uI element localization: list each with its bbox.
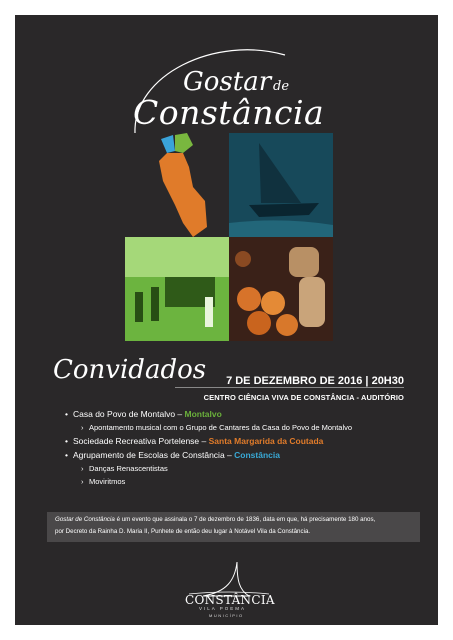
- title-constancia: Constância: [133, 93, 325, 132]
- arrow-icon: ›: [81, 464, 84, 473]
- farm-workers-photo: [125, 237, 229, 341]
- pottery-photo: [229, 237, 333, 341]
- arrow-icon: ›: [81, 423, 84, 432]
- guest-place: Santa Margarida da Coutada: [208, 436, 324, 446]
- guest-place: Montalvo: [184, 409, 222, 419]
- note-line2: por Decreto da Rainha D. Maria II, Punhete de então deu lugar à Notável Vila da Constância.: [55, 528, 311, 535]
- arrow-icon: ›: [81, 477, 84, 486]
- separator: –: [224, 450, 235, 460]
- event-poster: [15, 15, 438, 625]
- event-venue: CENTRO CIÊNCIA VIVA DE CONSTÂNCIA - AUDITÓRIO: [203, 393, 404, 402]
- note-lead: Gostar de Constância: [55, 516, 115, 523]
- separator: –: [175, 409, 185, 419]
- bullet-icon: •: [65, 436, 68, 446]
- guest-name: Casa do Povo de Montalvo: [73, 409, 176, 419]
- title-gostar: Gostar: [183, 67, 272, 97]
- footer-municipality-name: CONSTÂNCIA: [185, 593, 275, 607]
- municipality-map-image: [153, 131, 221, 239]
- guest-place: Constância: [234, 450, 280, 460]
- guest-detail: › Danças Renascentistas: [81, 464, 168, 473]
- guest-name: Agrupamento de Escolas de Constância: [73, 450, 225, 460]
- note-line1: é um evento que assinala o 7 de dezembro de 1836, data em que, há precisamente 180 anos,: [114, 516, 376, 523]
- guest-detail: › Moviritmos: [81, 477, 126, 486]
- event-note: [47, 512, 420, 542]
- list-item: [65, 436, 415, 446]
- footer-subline: MUNICÍPIO: [209, 613, 244, 618]
- list-item: [65, 450, 415, 460]
- footer-tagline: VILA POEMA: [199, 606, 247, 611]
- guest-detail: › Apontamento musical com o Grupo de Cantares da Casa do Povo de Montalvo: [81, 423, 353, 432]
- bullet-icon: •: [65, 450, 68, 460]
- list-item: [65, 409, 415, 419]
- separator: –: [199, 436, 209, 446]
- event-date: 7 DE DEZEMBRO DE 2016 | 20H30: [226, 375, 404, 387]
- divider: [175, 387, 404, 388]
- guest-list: [65, 409, 415, 490]
- title-de: de: [273, 79, 290, 94]
- river-boat-photo: [229, 133, 333, 237]
- guests-heading: Convidados: [53, 355, 207, 385]
- guest-name: Sociedade Recreativa Portelense: [73, 436, 200, 446]
- municipality-logo-icon: [169, 560, 284, 620]
- bullet-icon: •: [65, 409, 68, 419]
